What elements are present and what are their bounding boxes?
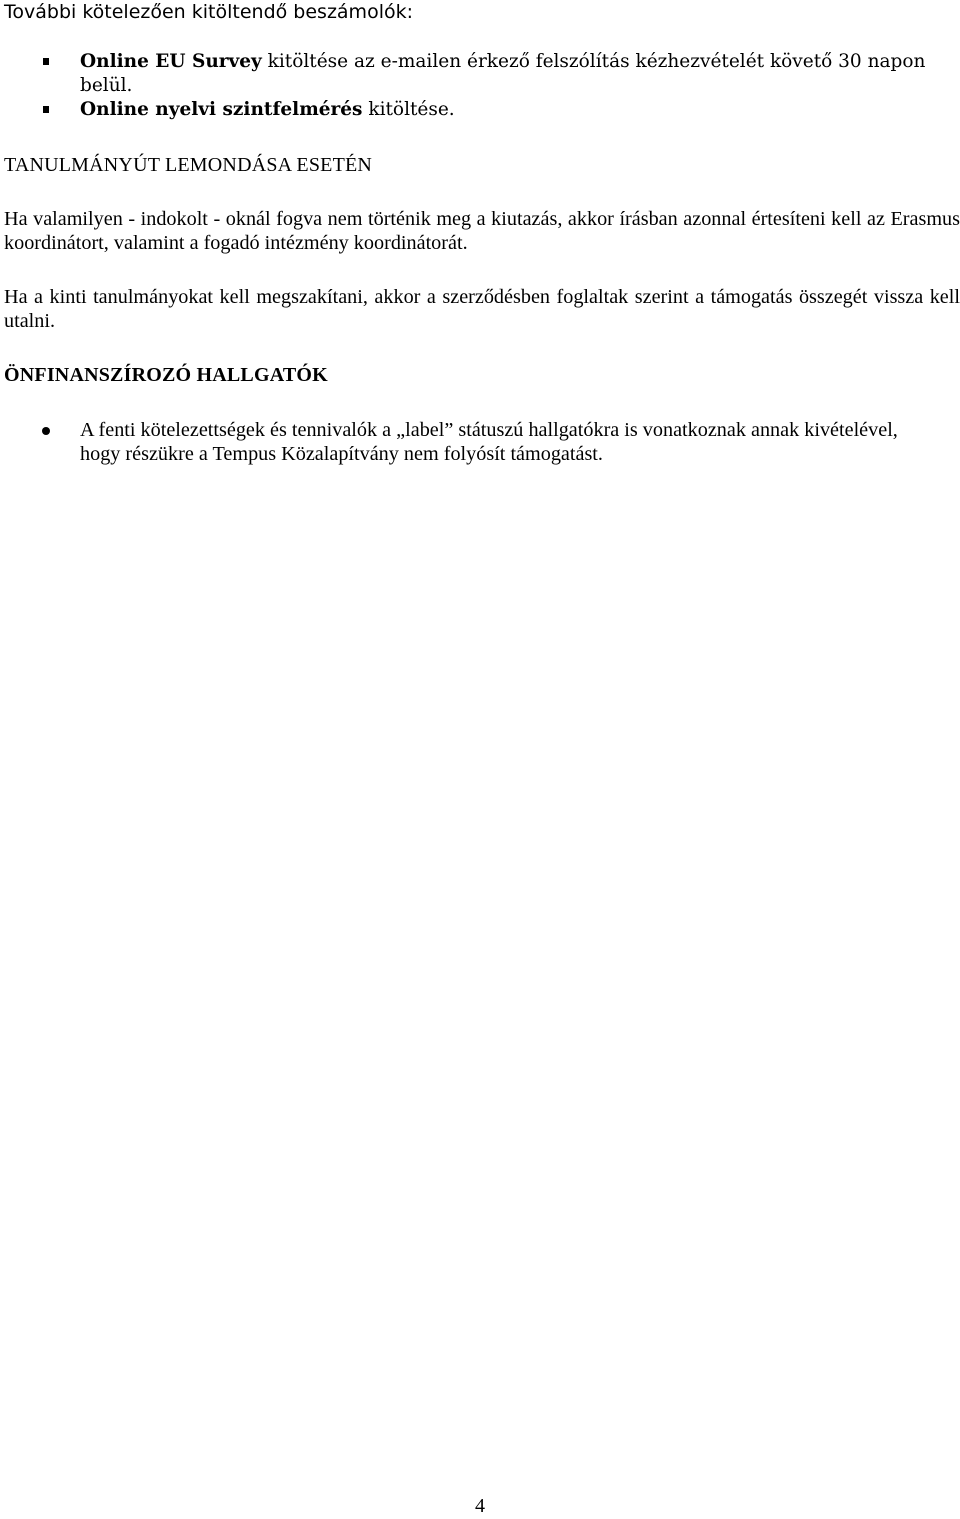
square-bullet-icon [43, 58, 49, 65]
self-financing-heading: ÖNFINANSZÍROZÓ HALLGATÓK [4, 364, 328, 386]
list-item-text: A fenti kötelezettségek és tennivalók a „label” státuszú hallgatókra is vonatkoznak annak kivételével, hogy részükre a Tempus Közalapítvány nem folyósít támogatást. [80, 419, 898, 465]
self-financing-list [0, 418, 960, 466]
cancellation-heading: TANULMÁNYÚT LEMONDÁSA ESETÉN [4, 154, 373, 176]
list-item [0, 98, 960, 122]
reports-intro: További kötelezően kitöltendő beszámolók: [4, 1, 414, 23]
list-item-text [80, 51, 925, 96]
report-name: Online EU Survey [80, 51, 262, 72]
list-item-text [80, 99, 455, 120]
round-bullet-icon [42, 427, 50, 435]
report-detail: kitöltése az e-mailen érkező felszólítás kézhezvételét követő 30 napon belül. [80, 51, 926, 96]
reports-list [0, 50, 960, 122]
list-item [0, 418, 960, 466]
report-detail: kitöltése. [362, 99, 455, 120]
square-bullet-icon [43, 106, 49, 113]
list-item [0, 50, 960, 98]
report-name: Online nyelvi szintfelmérés [80, 99, 363, 120]
cancellation-paragraph-1: Ha valamilyen - indokolt - oknál fogva nem történik meg a kiutazás, akkor írásban azonnal értesíteni kell az Erasmus koordinátort, valamint a fogadó intézmény koordinátorát. [4, 208, 960, 254]
cancellation-paragraph-2: Ha a kinti tanulmányokat kell megszakítani, akkor a szerződésben foglaltak szerint a támogatás összegét vissza kell utalni. [4, 286, 960, 332]
page-number: 4 [475, 1495, 485, 1517]
